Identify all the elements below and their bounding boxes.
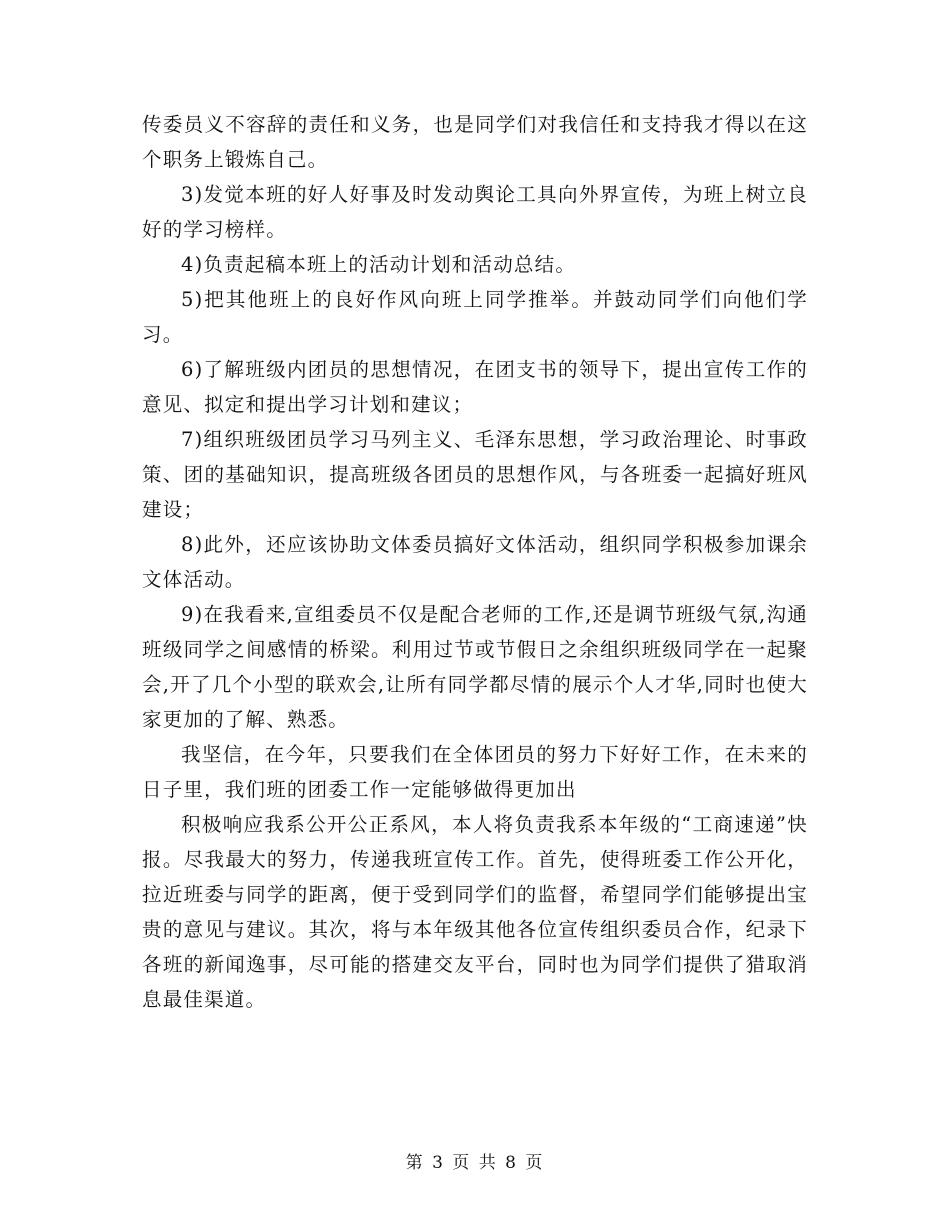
paragraph: 5)把其他班上的良好作风向班上同学推举。并鼓动同学们向他们学习。	[142, 288, 808, 346]
document-body	[142, 107, 808, 1017]
paragraph: 4)负责起稿本班上的活动计划和活动总结。	[181, 253, 577, 276]
paragraph: 3)发觉本班的好人好事及时发动舆论工具向外界宣传，为班上树立良好的学习榜样。	[142, 183, 808, 241]
paragraph: 积极响应我系公开公正系风，本人将负责我系本年级的“工商速递”快报。尽我最大的努力，传递我班宣传工作。首先，使得班委工作公开化，拉近班委与同学的距离，便于受到同学们的监督，希望同学们能够提出宝贵的意见与建议。其次，将与本年级其他各位宣传组织委员合作，纪录下各班的新闻逸事，尽可能的搭建交友平台，同时也为同学们提供了猎取消息最佳渠道。	[142, 813, 808, 1011]
paragraph: 传委员义不容辞的责任和义务，也是同学们对我信任和支持我才得以在这个职务上锻炼自己。	[142, 113, 808, 171]
paragraph: 9)在我看来,宣组委员不仅是配合老师的工作,还是调节班级气氛,沟通班级同学之间感情的桥梁。利用过节或节假日之余组织班级同学在一起聚会,开了几个小型的联欢会,让所有同学都尽情的展示个人才华,同时也使大家更加的了解、熟悉。	[142, 603, 808, 731]
paragraph: 7)组织班级团员学习马列主义、毛泽东思想，学习政治理论、时事政策、团的基础知识，提高班级各团员的思想作风，与各班委一起搞好班风建设；	[142, 428, 808, 521]
paragraph: 我坚信，在今年，只要我们在全体团员的努力下好好工作，在未来的日子里，我们班的团委工作一定能够做得更加出	[142, 743, 808, 801]
page-number-footer: 第 3 页 共 8 页	[405, 1153, 545, 1173]
paragraph: 6)了解班级内团员的思想情况，在团支书的领导下，提出宣传工作的意见、拟定和提出学习计划和建议；	[142, 358, 808, 416]
paragraph: 8)此外，还应该协助文体委员搞好文体活动，组织同学积极参加课余文体活动。	[142, 533, 808, 591]
